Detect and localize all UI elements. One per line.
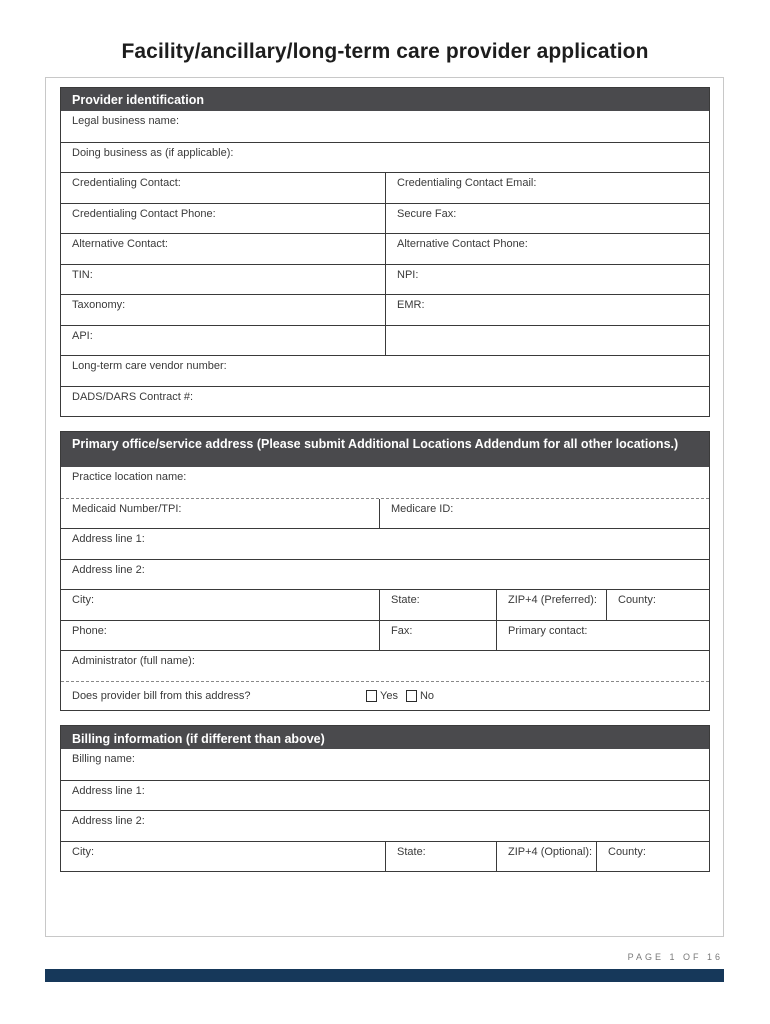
form-row <box>61 233 709 264</box>
medicare-id-field[interactable]: Medicare ID: <box>379 499 709 529</box>
tin-field[interactable]: TIN: <box>72 268 93 281</box>
billing-section <box>60 725 710 872</box>
bill-yes-option[interactable] <box>366 682 398 710</box>
billing-address-line-2-field[interactable]: Address line 2: <box>72 815 145 827</box>
form-row <box>61 589 709 620</box>
secure-fax-field[interactable]: Secure Fax: <box>385 204 709 234</box>
billing-address-line-1-field[interactable]: Address line 1: <box>72 784 145 797</box>
api-blank-field[interactable] <box>385 326 709 356</box>
form-row <box>61 355 709 386</box>
footer-bar <box>45 969 724 982</box>
form-row <box>61 386 709 417</box>
section-header: Provider identification <box>61 88 709 111</box>
yes-label: Yes <box>380 689 398 702</box>
billing-name-field[interactable]: Billing name: <box>72 753 135 765</box>
credentialing-contact-phone-field[interactable]: Credentialing Contact Phone: <box>72 207 216 220</box>
form-row <box>61 111 709 142</box>
taxonomy-field[interactable]: Taxonomy: <box>72 299 126 311</box>
zip-field[interactable]: ZIP+4 (Preferred): <box>496 590 606 620</box>
medicaid-number-field[interactable]: Medicaid Number/TPI: <box>72 502 182 515</box>
form-row <box>61 498 709 529</box>
form-row <box>61 467 709 498</box>
dads-dars-contract-field[interactable]: DADS/DARS Contract #: <box>72 390 194 403</box>
billing-state-field[interactable]: State: <box>385 842 496 872</box>
primary-office-section <box>60 431 710 711</box>
page-title: Facility/ancillary/long-term care provider application <box>121 40 649 63</box>
city-field[interactable]: City: <box>72 594 94 606</box>
state-field[interactable]: State: <box>379 590 496 620</box>
form-row <box>61 620 709 651</box>
credentialing-contact-field[interactable]: Credentialing Contact: <box>72 177 181 189</box>
page-number: PAGE 1 OF 16 <box>627 952 723 962</box>
form-row <box>61 325 709 356</box>
bill-no-option[interactable] <box>406 682 434 710</box>
form-row <box>61 264 709 295</box>
form-row <box>61 841 709 872</box>
fax-field[interactable]: Fax: <box>379 621 496 651</box>
address-line-1-field[interactable]: Address line 1: <box>72 533 145 545</box>
credentialing-contact-email-field[interactable]: Credentialing Contact Email: <box>385 173 709 203</box>
provider-identification-section <box>60 87 710 417</box>
form-row <box>61 142 709 173</box>
form-row <box>61 780 709 811</box>
billing-city-field[interactable]: City: <box>72 845 94 858</box>
npi-field[interactable]: NPI: <box>385 265 709 295</box>
form-row <box>61 172 709 203</box>
primary-contact-field[interactable]: Primary contact: <box>496 621 709 651</box>
section-header: Primary office/service address (Please submit Additional Locations Addendum for all other locations.) <box>61 432 709 467</box>
phone-field[interactable]: Phone: <box>72 624 107 637</box>
form-row <box>61 749 709 780</box>
form-row <box>61 203 709 234</box>
billing-county-field[interactable]: County: <box>596 842 709 872</box>
alternative-contact-phone-field[interactable]: Alternative Contact Phone: <box>385 234 709 264</box>
legal-business-name-field[interactable]: Legal business name: <box>72 115 180 127</box>
billing-zip-field[interactable]: ZIP+4 (Optional): <box>496 842 596 872</box>
alternative-contact-field[interactable]: Alternative Contact: <box>72 238 168 250</box>
section-header: Billing information (if different than above) <box>61 726 709 749</box>
form-row <box>61 294 709 325</box>
form-row <box>61 681 709 710</box>
address-line-2-field[interactable]: Address line 2: <box>72 563 145 576</box>
form-row <box>61 650 709 681</box>
practice-location-name-field[interactable]: Practice location name: <box>72 471 187 483</box>
county-field[interactable]: County: <box>606 590 709 620</box>
administrator-field[interactable]: Administrator (full name): <box>72 655 195 667</box>
yes-checkbox[interactable] <box>366 690 377 702</box>
api-field[interactable]: API: <box>72 329 93 342</box>
ltc-vendor-number-field[interactable]: Long-term care vendor number: <box>72 360 227 372</box>
no-checkbox[interactable] <box>406 690 417 702</box>
form-row <box>61 559 709 590</box>
form-row <box>61 528 709 559</box>
bill-question-label: Does provider bill from this address? <box>72 689 251 702</box>
no-label: No <box>419 689 435 702</box>
dba-field[interactable]: Doing business as (if applicable): <box>72 146 234 159</box>
form-row <box>61 810 709 841</box>
emr-field[interactable]: EMR: <box>385 295 709 325</box>
